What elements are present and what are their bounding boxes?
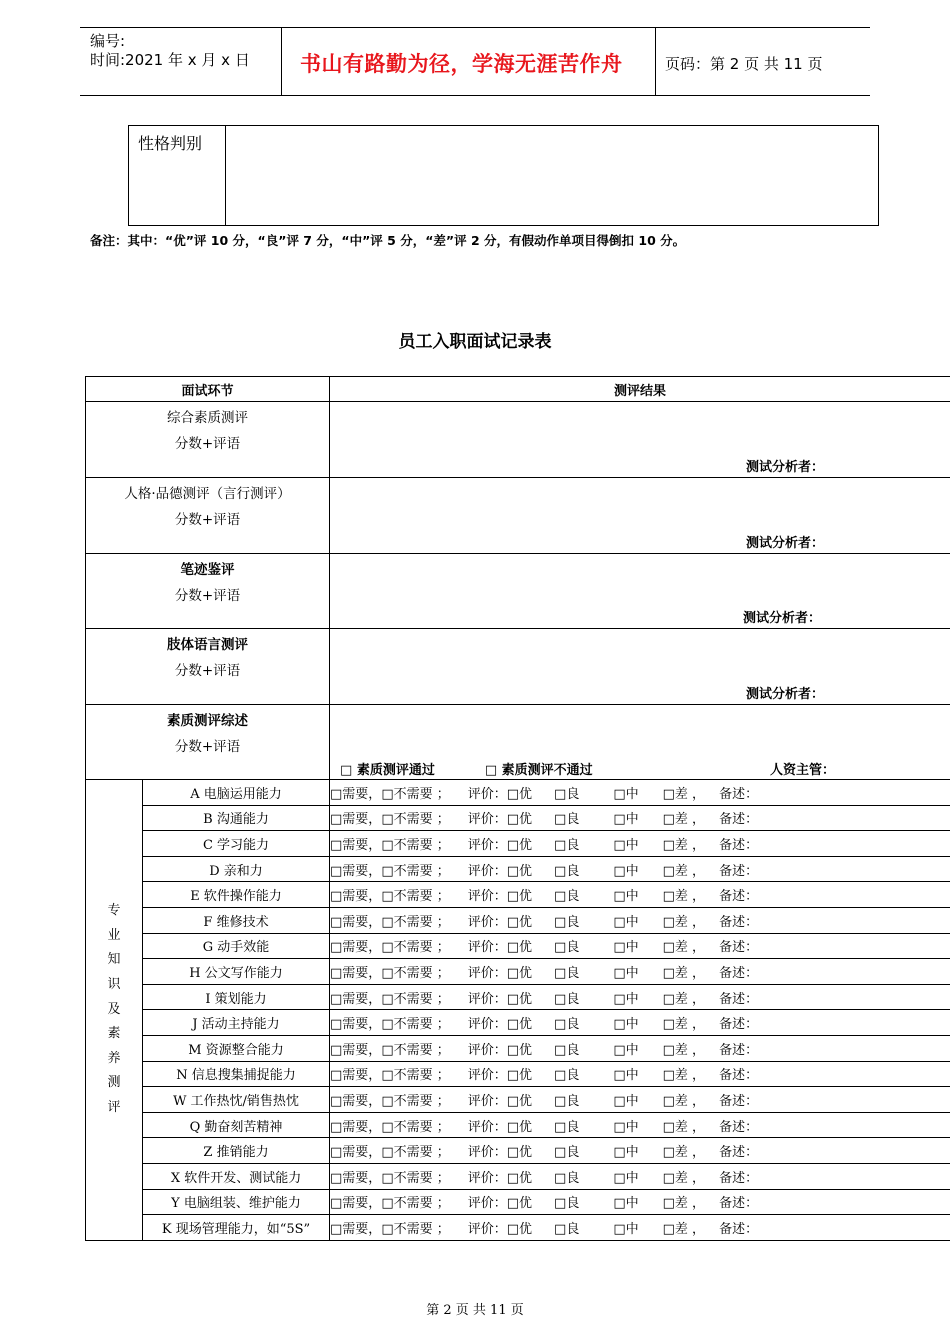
need-checkbox[interactable]: □需要， [330,940,382,956]
medium-checkbox[interactable]: □中 [613,1170,639,1186]
no-need-checkbox[interactable]: □不需要 ； [381,812,450,828]
summary-options [340,759,643,778]
poor-checkbox[interactable]: □差 ， [662,940,706,956]
eval-label: 评价： [467,1196,507,1212]
excellent-checkbox[interactable]: □优 [506,1017,533,1033]
skill-row [86,1087,950,1113]
medium-checkbox[interactable]: □中 [613,786,639,802]
medium-checkbox[interactable]: □中 [613,1119,639,1135]
poor-checkbox[interactable]: □差 ， [662,991,706,1007]
need-checkbox[interactable]: □需要， [330,1093,382,1109]
score-label: 分数+评语 [174,436,241,452]
remark-label: 备述： [719,965,759,981]
poor-checkbox[interactable]: □差 ， [662,1017,706,1033]
need-checkbox[interactable]: □需要， [330,1068,382,1084]
personality-divider [225,126,226,225]
medium-checkbox[interactable]: □中 [613,837,639,853]
skill-name: Y 电脑组装、维护能力 [143,1189,330,1215]
skill-rows [86,780,950,1241]
group-label-char: 识 [107,976,121,992]
remark-label: 备述： [719,1170,759,1186]
skill-options [330,984,950,1010]
good-checkbox[interactable]: □良 [554,1042,580,1058]
skill-row [86,805,950,831]
eval-label: 评价： [467,889,507,905]
personality-box [128,125,879,226]
remark-label: 备述： [719,1093,759,1109]
eval-label: 评价： [467,1017,507,1033]
skill-row [86,1215,950,1241]
section-label [86,554,330,629]
skill-options [330,1215,950,1241]
need-checkbox[interactable]: □需要， [330,1196,382,1212]
skill-row [86,1010,950,1036]
skill-options [330,831,950,857]
need-checkbox[interactable]: □需要， [330,1221,382,1237]
header-motto: 书山有路勤为径，学海无涯苦作舟 [300,51,623,76]
group-label-char: 素 [107,1026,121,1042]
score-label: 分数+评语 [174,663,241,679]
skill-row [86,1112,950,1138]
skill-row [86,1163,950,1189]
remark-label: 备述： [719,889,759,905]
skill-options [330,1010,950,1036]
skill-options [330,959,950,985]
no-need-checkbox[interactable]: □不需要 ； [381,965,450,981]
no-need-checkbox[interactable]: □不需要 ； [381,1145,450,1161]
medium-checkbox[interactable]: □中 [613,812,639,828]
skill-row [86,984,950,1010]
skill-options [330,1138,950,1164]
skill-row [86,1138,950,1164]
eval-label: 评价： [467,837,507,853]
skill-options [330,907,950,933]
no-need-checkbox[interactable]: □不需要 ； [381,991,450,1007]
eval-label: 评价： [467,786,507,802]
need-checkbox[interactable]: □需要， [330,1119,382,1135]
section-label [86,705,330,780]
skill-name: H 公文写作能力 [143,959,330,985]
need-checkbox[interactable]: □需要， [330,965,382,981]
remark-label: 备述： [719,1017,759,1033]
remark-label: 备述： [719,863,759,879]
eval-label: 评价： [467,1042,507,1058]
skill-name: G 动手效能 [143,933,330,959]
need-checkbox[interactable]: □需要， [330,1042,382,1058]
no-need-checkbox[interactable]: □不需要 ； [381,837,450,853]
summary-row [86,705,950,780]
skill-name: Q 勤奋刻苦精神 [143,1112,330,1138]
poor-checkbox[interactable]: □差 ， [662,863,706,879]
skill-options [330,1112,950,1138]
doc-time: 时间:2021 年 x 月 x 日 [90,51,250,69]
eval-label: 评价： [467,863,507,879]
group-label-char: 业 [107,927,121,943]
poor-checkbox[interactable]: □差 ， [662,837,706,853]
poor-checkbox[interactable]: □差 ， [662,914,706,930]
section-row [86,402,950,478]
good-checkbox[interactable]: □良 [554,812,580,828]
result-cell[interactable] [330,705,950,780]
eval-label: 评价： [467,1093,507,1109]
skill-row [86,907,950,933]
skill-options [330,933,950,959]
interview-table [85,376,950,1241]
skill-name: C 学习能力 [143,831,330,857]
need-checkbox[interactable]: □需要， [330,837,382,853]
good-checkbox[interactable]: □良 [554,991,580,1007]
skill-name: X 软件开发、测试能力 [143,1163,330,1189]
excellent-checkbox[interactable]: □优 [506,1068,533,1084]
page-code: 页码：第 2 页 共 11 页 [665,55,823,73]
medium-checkbox[interactable]: □中 [613,889,639,905]
good-checkbox[interactable]: □良 [554,1068,580,1084]
skill-name: W 工作热忱/销售热忱 [143,1087,330,1113]
no-need-checkbox[interactable]: □不需要 ； [381,1170,450,1186]
medium-checkbox[interactable]: □中 [613,863,639,879]
eval-label: 评价： [467,965,507,981]
skill-options [330,882,950,908]
skill-name: M 资源整合能力 [143,1035,330,1061]
no-need-checkbox[interactable]: □不需要 ； [381,1042,450,1058]
skill-row [86,1061,950,1087]
poor-checkbox[interactable]: □差 ， [662,812,706,828]
group-label-char: 测 [107,1075,121,1091]
medium-checkbox[interactable]: □中 [613,1221,639,1237]
good-checkbox[interactable]: □良 [554,940,580,956]
excellent-checkbox[interactable]: □优 [506,991,533,1007]
medium-checkbox[interactable]: □中 [613,1068,639,1084]
skill-row [86,780,950,806]
group-label-char: 专 [107,903,121,919]
good-checkbox[interactable]: □良 [554,786,580,802]
eval-label: 评价： [467,1221,507,1237]
skill-options [330,856,950,882]
excellent-checkbox[interactable]: □优 [506,1093,533,1109]
excellent-checkbox[interactable]: □优 [506,1221,533,1237]
excellent-checkbox[interactable]: □优 [506,889,533,905]
good-checkbox[interactable]: □良 [554,1017,580,1033]
eval-label: 评价： [467,1119,507,1135]
no-need-checkbox[interactable]: □不需要 ； [381,1017,450,1033]
remark-label: 备述： [719,1196,759,1212]
poor-checkbox[interactable]: □差 ， [662,1042,706,1058]
excellent-checkbox[interactable]: □优 [506,914,533,930]
no-need-checkbox[interactable]: □不需要 ； [381,1221,450,1237]
eval-label: 评价： [467,991,507,1007]
result-cell[interactable] [330,554,950,629]
score-label: 分数+评语 [174,512,241,528]
excellent-checkbox[interactable]: □优 [506,1042,533,1058]
skill-options [330,1035,950,1061]
result-cell[interactable] [330,478,950,554]
skill-row [86,831,950,857]
poor-checkbox[interactable]: □差 ， [662,786,706,802]
eval-label: 评价： [467,914,507,930]
eval-label: 评价： [467,812,507,828]
skill-options [330,1087,950,1113]
excellent-checkbox[interactable]: □优 [506,863,533,879]
excellent-checkbox[interactable]: □优 [506,1170,533,1186]
skill-options [330,1061,950,1087]
need-checkbox[interactable]: □需要， [330,889,382,905]
hr-manager-label: 人资主管： [770,763,836,778]
remark-label: 备述： [719,786,759,802]
no-need-checkbox[interactable]: □不需要 ； [381,786,450,802]
need-checkbox[interactable]: □需要， [330,1145,382,1161]
page-footer: 第 2 页 共 11 页 [426,1303,524,1318]
good-checkbox[interactable]: □良 [554,1196,580,1212]
medium-checkbox[interactable]: □中 [613,1093,639,1109]
remark-label: 备述： [719,1221,759,1237]
excellent-checkbox[interactable]: □优 [506,940,533,956]
section-row [86,554,950,629]
good-checkbox[interactable]: □良 [554,1170,580,1186]
group-label [86,780,143,1241]
header-bottom-rule [80,95,870,96]
section-label [86,629,330,705]
section-name: 笔迹鉴评 [180,562,235,578]
analyst-label: 测试分析者： [743,611,822,626]
excellent-checkbox[interactable]: □优 [506,837,533,853]
medium-checkbox[interactable]: □中 [613,965,639,981]
eval-label: 评价： [467,1170,507,1186]
need-checkbox[interactable]: □需要， [330,1170,382,1186]
excellent-checkbox[interactable]: □优 [506,786,533,802]
poor-checkbox[interactable]: □差 ， [662,1119,706,1135]
skill-row [86,882,950,908]
remark-label: 备述： [719,1119,759,1135]
skill-options [330,780,950,806]
skill-name: J 活动主持能力 [143,1010,330,1036]
medium-checkbox[interactable]: □中 [613,1017,639,1033]
result-cell[interactable] [330,629,950,705]
skill-row [86,933,950,959]
analyst-label: 测试分析者： [746,460,825,475]
need-checkbox[interactable]: □需要， [330,914,382,930]
skill-name: Z 推销能力 [143,1138,330,1164]
no-need-checkbox[interactable]: □不需要 ； [381,1196,450,1212]
excellent-checkbox[interactable]: □优 [506,1145,533,1161]
skill-options [330,1163,950,1189]
poor-checkbox[interactable]: □差 ， [662,965,706,981]
form-title: 员工入职面试记录表 [398,332,552,352]
skill-name: A 电脑运用能力 [143,780,330,806]
good-checkbox[interactable]: □良 [554,1221,580,1237]
section-label [86,478,330,554]
group-label-char: 知 [107,952,121,968]
section-name: 肢体语言测评 [167,637,248,653]
pass-checkbox[interactable]: □ 素质测评通过 [340,763,435,778]
medium-checkbox[interactable]: □中 [613,940,639,956]
good-checkbox[interactable]: □良 [554,863,580,879]
doc-number: 编号: [90,32,126,50]
poor-checkbox[interactable]: □差 ， [662,1170,706,1186]
excellent-checkbox[interactable]: □优 [506,1119,533,1135]
score-label: 分数+评语 [174,588,241,604]
remark-label: 备述： [719,1145,759,1161]
skill-name: N 信息搜集捕捉能力 [143,1061,330,1087]
no-need-checkbox[interactable]: □不需要 ； [381,1119,450,1135]
result-cell[interactable] [330,402,950,478]
skill-name: B 沟通能力 [143,805,330,831]
skill-name: F 维修技术 [143,907,330,933]
score-label: 分数+评语 [174,739,241,755]
skill-row [86,856,950,882]
group-label-char: 及 [107,1001,121,1017]
section-row [86,629,950,705]
remark-label: 备述： [719,1068,759,1084]
poor-checkbox[interactable]: □差 ， [662,1145,706,1161]
fail-checkbox[interactable]: □ 素质测评不通过 [484,763,593,778]
need-checkbox[interactable]: □需要， [330,812,382,828]
remark-label: 备述： [719,940,759,956]
header-divider [655,27,656,96]
analyst-label: 测试分析者： [746,536,825,551]
medium-checkbox[interactable]: □中 [613,991,639,1007]
excellent-checkbox[interactable]: □优 [506,1196,533,1212]
remark-label: 备述： [719,837,759,853]
good-checkbox[interactable]: □良 [554,914,580,930]
skill-name: K 现场管理能力，如“5S” [143,1215,330,1241]
skill-row [86,1035,950,1061]
good-checkbox[interactable]: □良 [554,1145,580,1161]
excellent-checkbox[interactable]: □优 [506,965,533,981]
no-need-checkbox[interactable]: □不需要 ； [381,889,450,905]
scoring-note: 备注：其中：“优”评 10 分，“良”评 7 分，“中”评 5 分，“差”评 2 分，有假动作单项目得倒扣 10 分。 [90,233,686,248]
no-need-checkbox[interactable]: □不需要 ； [381,863,450,879]
skill-name: I 策划能力 [143,984,330,1010]
good-checkbox[interactable]: □良 [554,1119,580,1135]
section-name: 人格·品德测评（言行测评） [124,486,291,502]
need-checkbox[interactable]: □需要， [330,786,382,802]
poor-checkbox[interactable]: □差 ， [662,1093,706,1109]
header-result: 测评结果 [330,377,950,402]
eval-label: 评价： [467,1068,507,1084]
poor-checkbox[interactable]: □差 ， [662,1221,706,1237]
no-need-checkbox[interactable]: □不需要 ； [381,1068,450,1084]
analyst-label: 测试分析者： [746,687,825,702]
skill-row [86,959,950,985]
need-checkbox[interactable]: □需要， [330,1017,382,1033]
medium-checkbox[interactable]: □中 [613,1145,639,1161]
section-name: 综合素质测评 [167,410,248,426]
header-top-rule [80,27,870,28]
good-checkbox[interactable]: □良 [554,889,580,905]
medium-checkbox[interactable]: □中 [613,1042,639,1058]
section-label [86,402,330,478]
good-checkbox[interactable]: □良 [554,1093,580,1109]
skill-row [86,1189,950,1215]
group-label-char: 评 [107,1099,121,1115]
group-label-char: 养 [107,1050,121,1066]
eval-label: 评价： [467,1145,507,1161]
poor-checkbox[interactable]: □差 ， [662,1068,706,1084]
remark-label: 备述： [719,1042,759,1058]
need-checkbox[interactable]: □需要， [330,991,382,1007]
poor-checkbox[interactable]: □差 ， [662,889,706,905]
need-checkbox[interactable]: □需要， [330,863,382,879]
medium-checkbox[interactable]: □中 [613,1196,639,1212]
good-checkbox[interactable]: □良 [554,837,580,853]
skill-options [330,1189,950,1215]
no-need-checkbox[interactable]: □不需要 ； [381,914,450,930]
personality-label: 性格判别 [138,134,203,153]
no-need-checkbox[interactable]: □不需要 ； [381,1093,450,1109]
header-stage: 面试环节 [86,377,330,402]
eval-label: 评价： [467,940,507,956]
excellent-checkbox[interactable]: □优 [506,812,533,828]
header-divider [281,27,282,96]
medium-checkbox[interactable]: □中 [613,914,639,930]
remark-label: 备述： [719,991,759,1007]
skill-name: E 软件操作能力 [143,882,330,908]
section-row [86,478,950,554]
section-name: 素质测评综述 [167,713,248,729]
poor-checkbox[interactable]: □差 ， [662,1196,706,1212]
remark-label: 备述： [719,914,759,930]
no-need-checkbox[interactable]: □不需要 ； [381,940,450,956]
skill-name: D 亲和力 [143,856,330,882]
remark-label: 备述： [719,812,759,828]
skill-options [330,805,950,831]
good-checkbox[interactable]: □良 [554,965,580,981]
